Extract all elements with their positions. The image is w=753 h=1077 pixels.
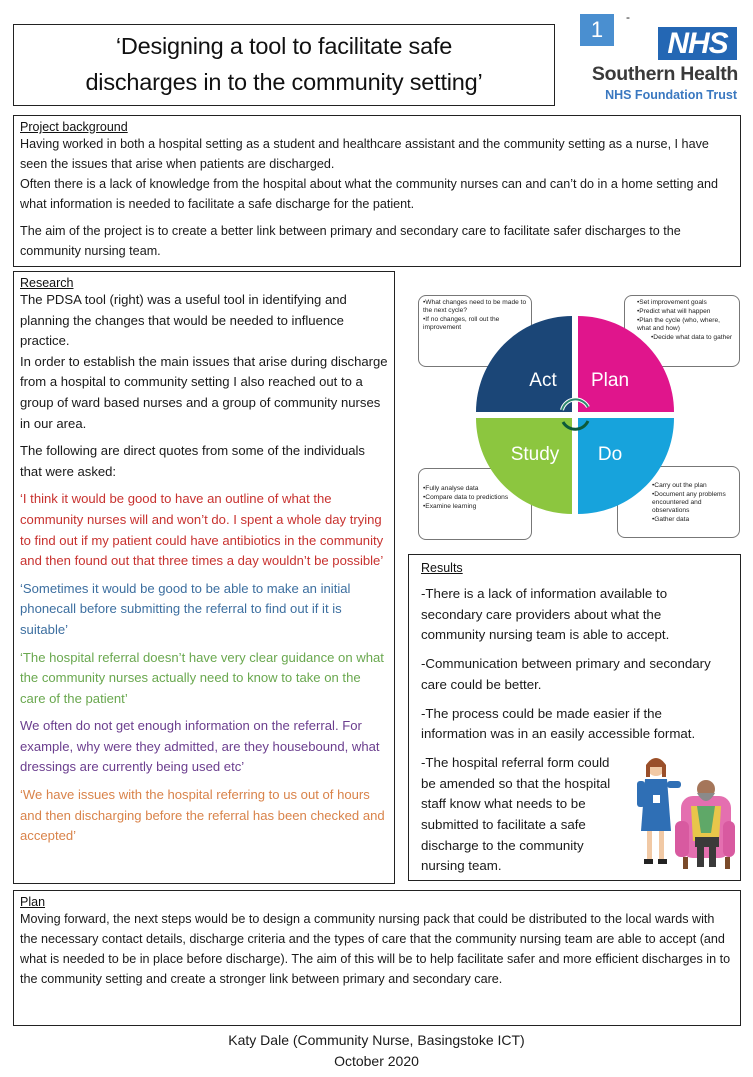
section-heading: Project background — [20, 120, 128, 134]
nurse-patient-illustration — [631, 751, 736, 875]
quote: ‘The hospital referral doesn’t have very clear guidance on what the community nurses actually need to know to take on the care of the patient’ — [20, 649, 384, 706]
section-heading: Research — [20, 276, 74, 290]
quote: ‘I think it would be good to have an outline of what the community nurses will and won’t do. I spent a whole day trying to find out if my patient could have antibiotics in the community and then found out that three times a day wouldn’t be possible’ — [20, 491, 384, 569]
study-bullet: •Fully analyse data — [423, 485, 479, 492]
plan-label: Plan — [590, 370, 630, 391]
dash-mark: - — [626, 10, 630, 24]
do-bullet: •Document any problems encountered and observations — [652, 491, 726, 514]
poster-title-line-1: ‘Designing a tool to facilitate safe — [115, 33, 453, 59]
plan-bullet: •Predict what will happen — [637, 308, 711, 315]
author-credit: Katy Dale (Community Nurse, Basingstoke ICT) — [228, 1032, 525, 1048]
project-background-section — [13, 115, 741, 267]
do-quadrant — [578, 418, 674, 514]
study-label: Study — [510, 444, 560, 465]
result-item: -There is a lack of information available to secondary care providers about what the community nursing team is able to accept. — [421, 586, 670, 643]
background-paragraph-1: Having worked in both a hospital setting as a student and healthcare assistant and the community setting as a nurse, I have seen the issues that arise when patients are discharged. — [20, 137, 709, 171]
quote: We often do not get enough information on the referral. For example, why were they admitted, are they housebound, what dressings are currently being used etc’ — [20, 718, 380, 775]
research-paragraph-3: The following are direct quotes from some of the individuals that were asked: — [20, 443, 365, 479]
page-number-badge: 1 — [580, 14, 614, 46]
study-bullet: •Compare data to predictions — [423, 494, 509, 501]
quote: ‘We have issues with the hospital referring to us out of hours and then discharging before the referral has been checked and accepted’ — [20, 787, 385, 844]
do-label: Do — [597, 444, 623, 465]
result-item: -Communication between primary and secondary care could be better. — [421, 656, 711, 692]
act-label: Act — [529, 370, 557, 391]
quote: ‘Sometimes it would be good to be able to make an initial phonecall before submitting the referral to find out if it is suitable’ — [20, 580, 351, 637]
research-paragraph-1: The PDSA tool (right) was a useful tool in identifying and planning the changes that would be needed to influence practice. — [20, 292, 347, 349]
title-box — [13, 24, 555, 106]
poster-title-line-2: discharges in to the community setting’ — [85, 69, 483, 95]
study-quadrant — [476, 418, 572, 514]
plan-bullet: •Decide what data to gather — [651, 334, 733, 341]
act-bullet: •What changes need to be made to the next cycle? — [423, 299, 527, 314]
study-bullet: •Examine learning — [423, 503, 477, 510]
section-heading: Plan — [20, 895, 46, 909]
plan-section — [13, 890, 741, 1026]
pdsa-wheel — [410, 290, 748, 542]
plan-text: Moving forward, the next steps would be to design a community nursing pack that could be distributed to the local wards with the necessary contact details, discharge criteria and the types of care that the community nursing team are able to accept (and what is needed to be in place before discharge). The aim of this will be to help facilitate safer and more efficient discharges in to the community setting and create a stronger link between primary and secondary care. — [20, 912, 731, 986]
act-bullet: •If no changes, roll out the improvement — [423, 316, 500, 331]
result-item: -The process could be made easier if the information was in an easily accessible format. — [421, 705, 696, 742]
do-bullet: •Carry out the plan — [652, 482, 707, 489]
poster-date: October 2020 — [334, 1053, 419, 1069]
do-bullet: •Gather data — [652, 516, 690, 523]
research-section — [13, 271, 395, 884]
result-item: -The hospital referral form could be amended so that the hospital staff know what needs to be submitted to facilitate a safe discharge to the community nursing team. — [421, 754, 611, 874]
background-paragraph-3: The aim of the project is to create a better link between primary and secondary care to facilitate safer discharges to the community nursing team. — [20, 224, 681, 258]
results-section — [408, 554, 741, 881]
section-heading: Results — [421, 561, 463, 575]
plan-bullet: •Set improvement goals — [637, 299, 707, 306]
background-paragraph-2: Often there is a lack of knowledge from the hospital about what the community nurses can and can’t do in a home setting and what information is needed to facilitate a safe discharge for the patient. — [20, 177, 718, 211]
act-quadrant — [476, 316, 572, 412]
plan-quadrant — [578, 316, 674, 412]
org-subtitle: NHS Foundation Trust — [605, 88, 737, 102]
research-paragraph-2: In order to establish the main issues that arise during discharge from a hospital to community setting I also reached out to a group of ward based nurses and a group of community nurses in our area. — [20, 353, 388, 431]
nhs-logo: NHS — [658, 27, 737, 60]
org-name: Southern Health — [591, 63, 738, 85]
pdsa-cycle-diagram — [410, 290, 748, 542]
plan-bullet: •Plan the cycle (who, where, what and how) — [637, 317, 720, 332]
